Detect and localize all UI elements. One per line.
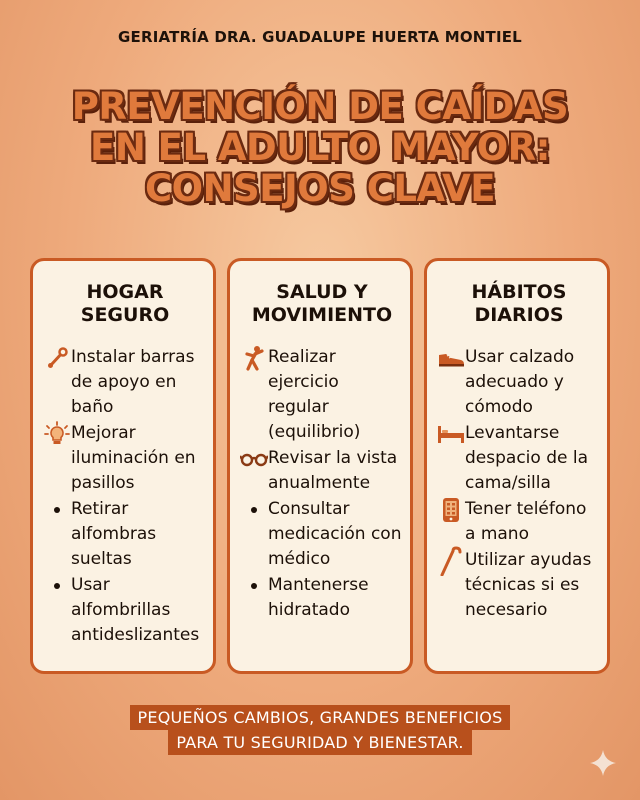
footer-banner	[0, 705, 640, 755]
card-title-line: HOGAR	[86, 281, 164, 303]
page-title	[0, 86, 640, 209]
item-text: Utilizar ayudas técnicas si es necesario	[465, 550, 592, 620]
item-text: Mejorar iluminación en pasillos	[71, 423, 196, 493]
list-item	[240, 345, 404, 445]
list-item	[43, 573, 207, 648]
item-text: Levantarse despacio de la cama/silla	[465, 423, 588, 493]
item-text: Instalar barras de apoyo en baño	[71, 347, 195, 417]
card-salud-movimiento	[227, 258, 413, 674]
tips-cards	[30, 258, 610, 674]
footer-line-2: PARA TU SEGURIDAD Y BIENESTAR.	[168, 730, 471, 755]
list-item	[240, 573, 404, 623]
card-title-line: SEGURO	[80, 304, 170, 326]
list-item	[437, 548, 601, 623]
list-item	[240, 497, 404, 572]
list-item	[240, 446, 404, 496]
item-text: Realizar ejercicio regular (equilibrio)	[268, 347, 361, 442]
bullet-icon	[43, 498, 71, 522]
card-title-line: HÁBITOS	[471, 281, 567, 303]
list-item	[43, 421, 207, 496]
item-text: Revisar la vista anualmente	[268, 448, 398, 493]
shoe-icon	[437, 346, 465, 370]
item-text: Usar calzado adecuado y cómodo	[465, 347, 575, 417]
exercise-person-icon	[240, 346, 268, 370]
cane-icon	[437, 549, 465, 573]
clinic-name: GERIATRÍA DRA. GUADALUPE HUERTA MONTIEL	[118, 28, 522, 46]
item-text: Mantenerse hidratado	[268, 575, 369, 620]
list-item	[43, 497, 207, 572]
card-title	[240, 281, 404, 327]
title-line-3: CONSEJOS CLAVE	[144, 167, 495, 210]
item-text: Tener teléfono a mano	[465, 499, 587, 544]
bullet-icon	[240, 574, 268, 598]
item-text: Retirar alfombras sueltas	[71, 499, 157, 569]
card-habitos-diarios	[424, 258, 610, 674]
item-text: Consultar medicación con médico	[268, 499, 402, 569]
bullet-icon	[43, 574, 71, 598]
title-line-1: PREVENCIÓN DE CAÍDAS	[71, 85, 569, 128]
wrench-icon	[43, 346, 71, 370]
footer-line-1: PEQUEÑOS CAMBIOS, GRANDES BENEFICIOS	[130, 705, 511, 730]
card-title-line: MOVIMIENTO	[251, 304, 393, 326]
list-item	[437, 345, 601, 420]
card-title	[43, 281, 207, 327]
phone-icon	[437, 498, 465, 522]
lightbulb-icon	[43, 422, 71, 446]
list-item	[43, 345, 207, 420]
bullet-icon	[240, 498, 268, 522]
bed-icon	[437, 422, 465, 446]
list-item	[437, 497, 601, 547]
list-item	[437, 421, 601, 496]
card-title-line: DIARIOS	[474, 304, 564, 326]
item-text: Usar alfombrillas antideslizantes	[71, 575, 200, 645]
glasses-icon	[240, 447, 268, 471]
title-line-2: EN EL ADULTO MAYOR:	[90, 126, 550, 169]
card-hogar-seguro	[30, 258, 216, 674]
card-title-line: SALUD Y	[276, 281, 368, 303]
sparkle-icon	[588, 748, 618, 778]
card-title	[437, 281, 601, 327]
